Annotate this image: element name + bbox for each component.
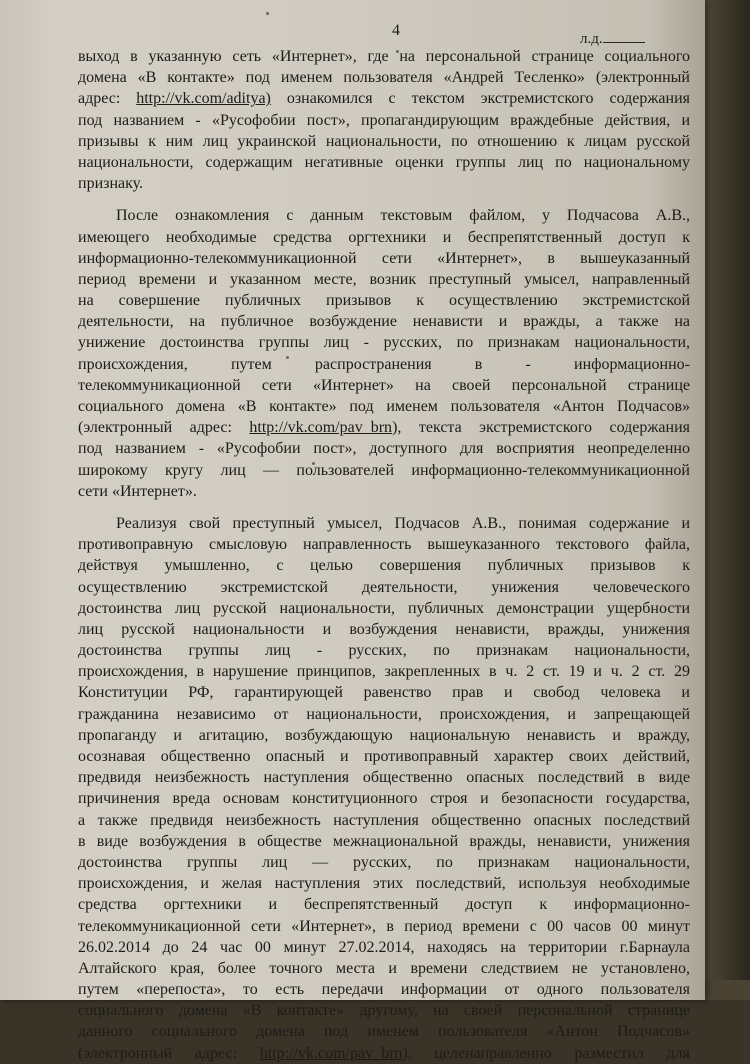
document-body <box>78 46 690 1064</box>
text-line: под названием - «Русофобии пост», пропагандирующим враждебные действия, и <box>78 111 690 129</box>
text-line: домена «В контакте» под именем пользователя «Андрей Тесленко» (электронный <box>78 69 690 87</box>
page-number: 4 <box>392 22 400 39</box>
text-line: Реализуя свой преступный умысел, Подчасов А.В., понимая содержание и <box>116 514 690 532</box>
text-line: происхождения, в нарушение принципов, закрепленных в ч. 2 ст. 19 и ч. 2 ст. 29 <box>78 663 690 681</box>
text-line: адрес: http://vk.com/aditya) ознакомился с текстом экстремистского содержания <box>78 90 690 108</box>
text-line: широкому кругу лиц — пользователей информационно-телекоммуникационной <box>78 461 690 479</box>
text-line: пропаганду и агитацию, возбуждающую национальную ненависть и вражду, <box>78 726 690 744</box>
text-line: действуя умышленно, с целью совершения публичных призывов к <box>78 557 690 575</box>
text-line: Алтайского края, более точного места и времени следствием не установлено, <box>78 959 690 977</box>
text-line: причинения вреда основам конституционного строя и безопасности государства, <box>78 790 690 808</box>
text-line: национальности, содержащим негативные оценки группы лиц по национальному <box>78 153 690 171</box>
text-line: унижение достоинства группы лиц - русских, по признакам национальности, <box>78 334 690 352</box>
text-line: а также предвидя неизбежность наступления общественно опасных последствий <box>78 811 690 829</box>
sheet-number-blank <box>603 30 645 43</box>
text-line: период времени и указанном месте, возник преступный умысел, направленный <box>78 270 690 288</box>
text-line: После ознакомления с данным текстовым файлом, у Подчасова А.В., <box>116 207 690 225</box>
text-line: (электронный адрес: http://vk.com/pav_brn), целенаправленно разместил для <box>78 1044 691 1062</box>
text-line: телекоммуникационной сети «Интернет» на своей персональной странице <box>78 376 690 394</box>
profile-url-link: http://vk.com/pav_brn <box>259 1044 403 1062</box>
text-line: достоинства группы лиц - русских, по признакам национальности, <box>78 642 690 660</box>
paragraph-gap <box>78 194 690 205</box>
text-line: гражданина независимо от национальности, происхождения, и запрещающей <box>78 705 690 723</box>
text-line: в виде возбуждения в обществе межнациональной вражды, ненависти, унижения <box>78 832 690 850</box>
text-line: Конституции РФ, гарантирующей равенство прав и свобод человека и <box>78 684 690 702</box>
text-line: происхождения, путем распространения в - информационно- <box>78 355 690 373</box>
text-line: предвидя неизбежность наступления общественно опасных последствий в виде <box>78 769 690 787</box>
profile-url-link: http://vk.com/pav_brn <box>249 419 393 437</box>
paper-speck <box>266 12 269 15</box>
text-line: имеющего необходимые средства оргтехники и беспрепятственный доступ к <box>78 228 690 246</box>
text-line: путем «перепоста», то есть передачи информации от одного пользователя <box>78 981 690 999</box>
text-line: признаку. <box>78 175 144 193</box>
text-line: достоинства группы лиц — русских, по признакам национальности, <box>78 853 690 871</box>
text-line: призывы к ним лиц украинской национальности, по отношению к лицам русской <box>78 132 690 150</box>
text-line: данного социального домена под именем пользователя «Антон Подчасов» <box>78 1023 690 1041</box>
text-line: телекоммуникационной сети «Интернет», в период времени с 00 часов 00 минут <box>78 917 690 935</box>
paragraph-gap <box>78 502 690 513</box>
text-line: социального домена «В контакте» другому, на своей персональной странице <box>78 1002 690 1020</box>
text-line: средства оргтехники и беспрепятственный доступ к информационно- <box>78 896 690 914</box>
text-line: происхождения, и желая наступления этих последствий, используя необходимые <box>78 875 690 893</box>
text-line: сети «Интернет». <box>78 482 197 500</box>
sheet-label-text: л.д. <box>580 31 603 47</box>
text-line: выход в указанную сеть «Интернет», где на персональной странице социального <box>78 48 690 65</box>
profile-url-link: http://vk.com/aditya) <box>136 90 271 108</box>
text-line: (электронный адрес: http://vk.com/pav_brn), текста экстремистского содержания <box>78 419 691 437</box>
text-line: осознавая общественно опасный и противоправный характер своих действий, <box>78 748 690 765</box>
text-line: под названием - «Русофобии пост», доступного для восприятия неопределенно <box>78 440 690 458</box>
text-line: достоинства лиц русской национальности, публичных демонстрации ущербности <box>78 599 690 617</box>
text-line: на совершение публичных призывов к осуществлению экстремистской <box>78 292 690 310</box>
text-line: деятельности, на публичное возбуждение ненависти и вражды, а также на <box>78 313 690 331</box>
text-line: 26.02.2014 до 24 час 00 минут 27.02.2014, находясь на территории г.Барнаула <box>78 938 690 956</box>
text-line: информационно-телекоммуникационной сети «Интернет», в вышеуказанный <box>78 249 690 267</box>
text-line: противоправную смысловую направленность вышеуказанного текстового файла, <box>78 536 690 554</box>
text-line: осуществлению экстремистской деятельности, унижения человеческого <box>78 578 690 596</box>
text-line: социального домена «В контакте» под именем пользователя «Антон Подчасов» <box>78 398 690 415</box>
text-line: лиц русской национальности и возбуждения ненависти, вражды, унижения <box>78 620 690 638</box>
